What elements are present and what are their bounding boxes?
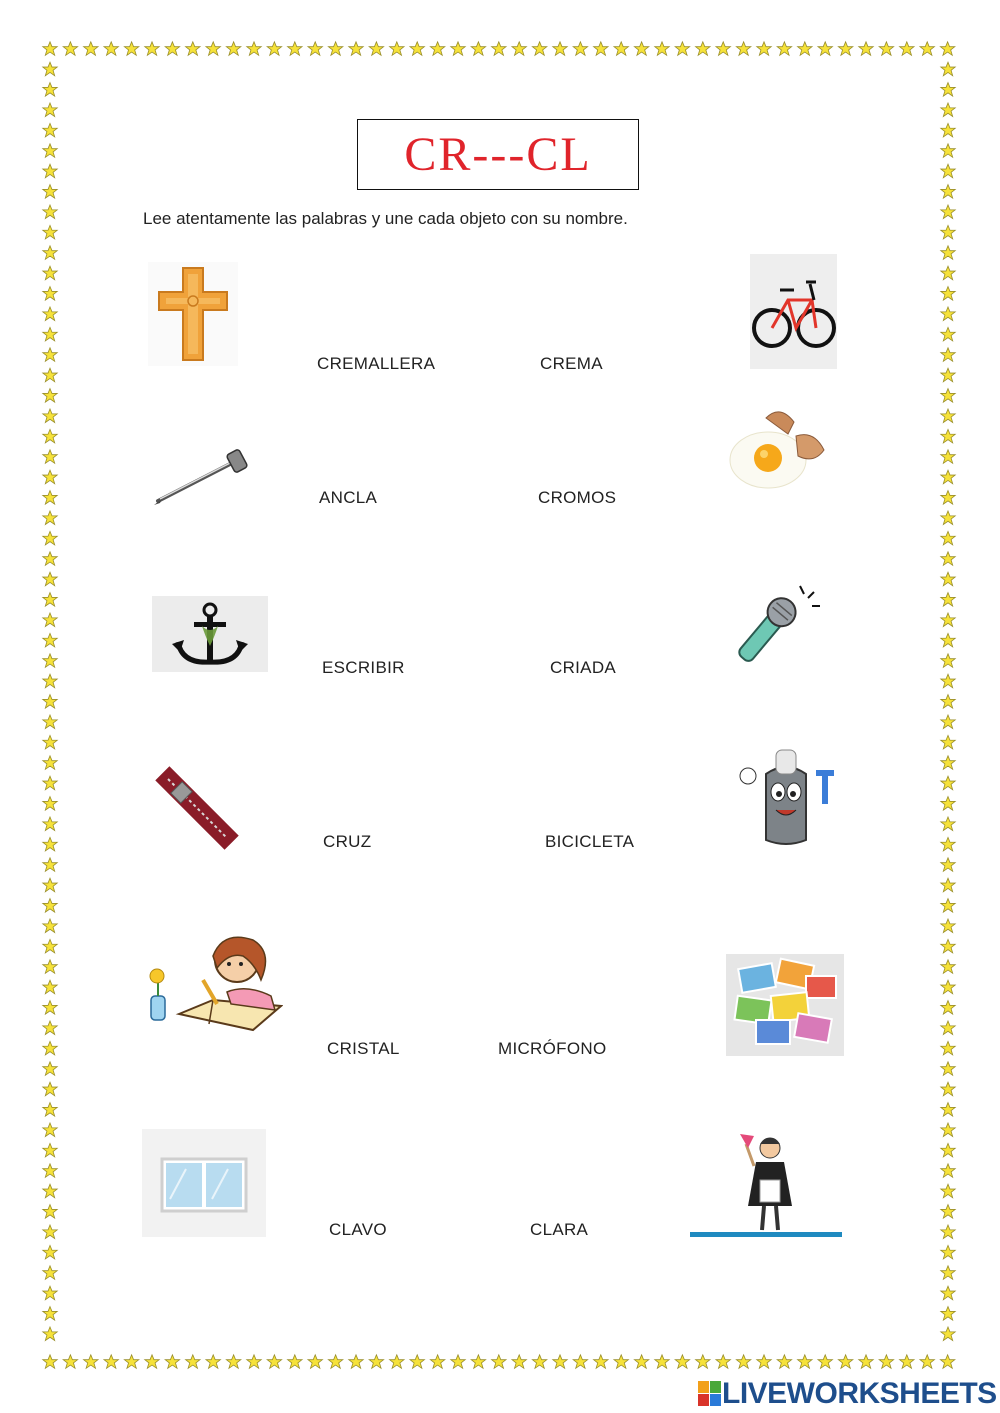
nail-icon[interactable] [150,445,250,507]
star-icon [941,797,955,811]
star-icon [186,42,200,56]
star-icon [940,42,954,56]
word-bicicleta[interactable]: BICICLETA [545,832,635,851]
star-icon [124,42,138,56]
star-icon [777,1355,791,1369]
star-icon [186,1355,200,1369]
star-icon [43,593,57,607]
star-icon [43,980,57,994]
star-icon [532,1355,546,1369]
star-icon [941,1041,955,1055]
star-icon [43,1143,57,1157]
star-icon [63,42,77,56]
brand-name: LIVEWORKSHEETS [722,1377,997,1410]
star-icon [941,695,955,709]
star-icon [43,613,57,627]
star-icon [941,837,955,851]
star-icon [349,42,363,56]
star-icon [43,1103,57,1117]
star-icon [941,1245,955,1259]
star-icon [941,103,955,117]
star-icon [43,735,57,749]
star-icon [941,960,955,974]
star-icon [43,103,57,117]
star-icon [43,837,57,851]
star-icon [288,42,302,56]
star-icon [941,939,955,953]
word-ancla[interactable]: ANCLA [319,488,378,507]
star-icon [941,756,955,770]
star-icon [43,1123,57,1137]
star-icon [328,42,342,56]
star-icon [226,1355,240,1369]
star-icon [736,1355,750,1369]
star-icon [471,42,485,56]
word-cremallera[interactable]: CREMALLERA [317,354,436,373]
star-icon [716,1355,730,1369]
star-icon [43,368,57,382]
star-icon [226,42,240,56]
star-icon [941,613,955,627]
star-icon [43,1245,57,1259]
word-clavo[interactable]: CLAVO [329,1220,387,1239]
star-icon [634,42,648,56]
star-icon [941,572,955,586]
star-icon [941,164,955,178]
star-icon [43,225,57,239]
star-icon [941,450,955,464]
word-crema[interactable]: CREMA [540,354,603,373]
star-icon [43,939,57,953]
star-icon [43,491,57,505]
star-icon [941,776,955,790]
star-icon [941,1143,955,1157]
page-title: CR---CL [404,128,592,181]
star-icon [247,1355,261,1369]
star-icon [369,1355,383,1369]
star-icon [43,1184,57,1198]
star-icon [349,1355,363,1369]
star-icon [941,144,955,158]
star-icon [941,1286,955,1300]
star-icon [247,42,261,56]
star-icon [941,266,955,280]
star-icon [43,1062,57,1076]
star-icon [941,1123,955,1137]
star-icon [553,1355,567,1369]
star-icon [145,42,159,56]
star-icon [777,42,791,56]
star-icon [390,42,404,56]
star-icon [308,1355,322,1369]
cream-can-icon[interactable] [736,744,840,850]
star-icon [43,42,57,56]
star-icon [430,1355,444,1369]
star-icon [675,1355,689,1369]
star-icon [655,42,669,56]
star-icon [941,1225,955,1239]
star-icon [43,1307,57,1321]
star-icon [941,409,955,423]
star-icon [43,960,57,974]
star-icon [43,715,57,729]
word-criada[interactable]: CRIADA [550,658,617,677]
star-icon [43,776,57,790]
star-icon [43,62,57,76]
star-icon [512,42,526,56]
star-icon [941,62,955,76]
star-icon [859,42,873,56]
star-icon [43,633,57,647]
star-icon [573,1355,587,1369]
star-icon [940,1355,954,1369]
star-icon [43,1001,57,1015]
star-icon [410,42,424,56]
star-icon [941,593,955,607]
star-icon [43,450,57,464]
star-icon [941,389,955,403]
star-icon [941,470,955,484]
maid-icon[interactable] [690,1130,844,1240]
star-icon [410,1355,424,1369]
star-icon [757,42,771,56]
star-icon [43,674,57,688]
star-icon [267,1355,281,1369]
star-icon [43,348,57,362]
star-icon [43,572,57,586]
egg-icon[interactable] [726,402,830,498]
word-cruz[interactable]: CRUZ [323,832,372,851]
star-icon [941,552,955,566]
star-icon [941,225,955,239]
star-icon [43,899,57,913]
star-icon [43,1286,57,1300]
star-icon [553,42,567,56]
star-icon [634,1355,648,1369]
cross-icon[interactable] [148,262,238,366]
star-icon [798,1355,812,1369]
star-icon [63,1355,77,1369]
star-icon [675,42,689,56]
star-icon [43,307,57,321]
star-icon [43,1266,57,1280]
star-icon [941,429,955,443]
star-icon [941,531,955,545]
star-icon [43,470,57,484]
star-icon [941,1205,955,1219]
star-icon [267,42,281,56]
star-icon [43,287,57,301]
star-icon [941,899,955,913]
bicycle-icon[interactable] [750,254,837,369]
star-icon [43,205,57,219]
star-icon [532,42,546,56]
star-icon [43,1205,57,1219]
star-icon [43,878,57,892]
star-icon [818,1355,832,1369]
girl-writing-icon[interactable] [143,934,283,1034]
star-icon [43,1021,57,1035]
star-icon [104,1355,118,1369]
star-icon [696,42,710,56]
star-icon [451,42,465,56]
star-icon [288,1355,302,1369]
word-microfono[interactable]: MICRÓFONO [498,1039,607,1058]
window-icon[interactable] [142,1129,266,1237]
star-icon [941,1327,955,1341]
star-icon [798,42,812,56]
star-icon [941,491,955,505]
star-icon [43,1327,57,1341]
star-icon [941,511,955,525]
star-icon [104,42,118,56]
cards-icon[interactable] [726,954,844,1056]
star-icon [941,1103,955,1117]
star-icon [941,980,955,994]
star-icon [492,42,506,56]
star-icon [614,1355,628,1369]
star-icon [941,735,955,749]
star-icon [941,1307,955,1321]
star-icon [736,42,750,56]
star-icon [838,1355,852,1369]
star-icon [43,246,57,259]
star-icon [43,327,57,341]
star-icon [879,1355,893,1369]
star-icon [859,1355,873,1369]
star-icon [941,307,955,321]
liveworksheets-logo [698,1377,997,1411]
star-icon [369,42,383,56]
star-icon [43,531,57,545]
word-clara[interactable]: CLARA [530,1220,589,1239]
star-icon [43,185,57,199]
star-icon [941,123,955,136]
star-icon [165,42,179,56]
star-icon [430,42,444,56]
star-icon [43,756,57,770]
word-cromos[interactable]: CROMOS [538,488,617,507]
star-icon [941,246,955,259]
star-icon [900,42,914,56]
star-icon [941,1082,955,1096]
star-icon [594,1355,608,1369]
star-icon [920,42,934,56]
star-icon [84,1355,98,1369]
live-badge-icon [698,1381,722,1407]
star-icon [573,42,587,56]
star-icon [471,1355,485,1369]
star-icon [941,878,955,892]
star-icon [492,1355,506,1369]
star-icon [941,674,955,688]
star-icon [512,1355,526,1369]
star-icon [43,123,57,136]
star-icon [451,1355,465,1369]
star-icon [900,1355,914,1369]
star-icon [920,1355,934,1369]
star-icon [941,1021,955,1035]
star-icon [390,1355,404,1369]
star-icon [941,858,955,872]
star-icon [941,348,955,362]
star-icon [43,552,57,566]
star-icon [594,42,608,56]
star-icon [941,368,955,382]
star-icon [328,1355,342,1369]
star-icon [941,919,955,933]
star-icon [43,511,57,525]
star-icon [941,1001,955,1015]
star-icon [696,1355,710,1369]
star-icon [43,654,57,668]
star-icon [655,1355,669,1369]
star-icon [43,1355,57,1369]
star-icon [124,1355,138,1369]
star-icon [43,695,57,709]
star-icon [757,1355,771,1369]
star-icon [43,144,57,158]
star-icon [941,1164,955,1178]
star-icon [43,858,57,872]
anchor-icon[interactable] [152,596,268,672]
star-icon [941,1266,955,1280]
title-box [357,119,639,190]
star-icon [43,429,57,443]
star-icon [165,1355,179,1369]
star-icon [941,715,955,729]
instruction-text: Lee atentamente las palabras y une cada objeto con su nombre. [143,209,628,228]
star-icon [308,42,322,56]
star-icon [206,42,220,56]
star-icon [43,1041,57,1055]
star-icon [941,654,955,668]
word-escribir[interactable]: ESCRIBIR [322,658,405,677]
star-icon [941,185,955,199]
star-icon [43,164,57,178]
star-icon [716,42,730,56]
star-icon [84,42,98,56]
star-icon [206,1355,220,1369]
star-icon [941,817,955,831]
star-icon [43,409,57,423]
star-icon [941,633,955,647]
star-icon [941,1184,955,1198]
star-icon [818,42,832,56]
star-icon [43,1164,57,1178]
star-icon [43,1082,57,1096]
star-icon [941,327,955,341]
zipper-icon[interactable] [154,766,240,850]
star-icon [941,287,955,301]
star-icon [941,1062,955,1076]
star-icon [43,266,57,280]
star-icon [838,42,852,56]
microphone-icon[interactable] [704,578,836,674]
star-icon [941,83,955,97]
star-icon [43,1225,57,1239]
star-icon [879,42,893,56]
star-icon [43,83,57,97]
word-cristal[interactable]: CRISTAL [327,1039,400,1058]
star-icon [145,1355,159,1369]
star-icon [614,42,628,56]
star-icon [43,817,57,831]
star-icon [43,919,57,933]
star-icon [43,389,57,403]
star-icon [43,797,57,811]
star-icon [941,205,955,219]
